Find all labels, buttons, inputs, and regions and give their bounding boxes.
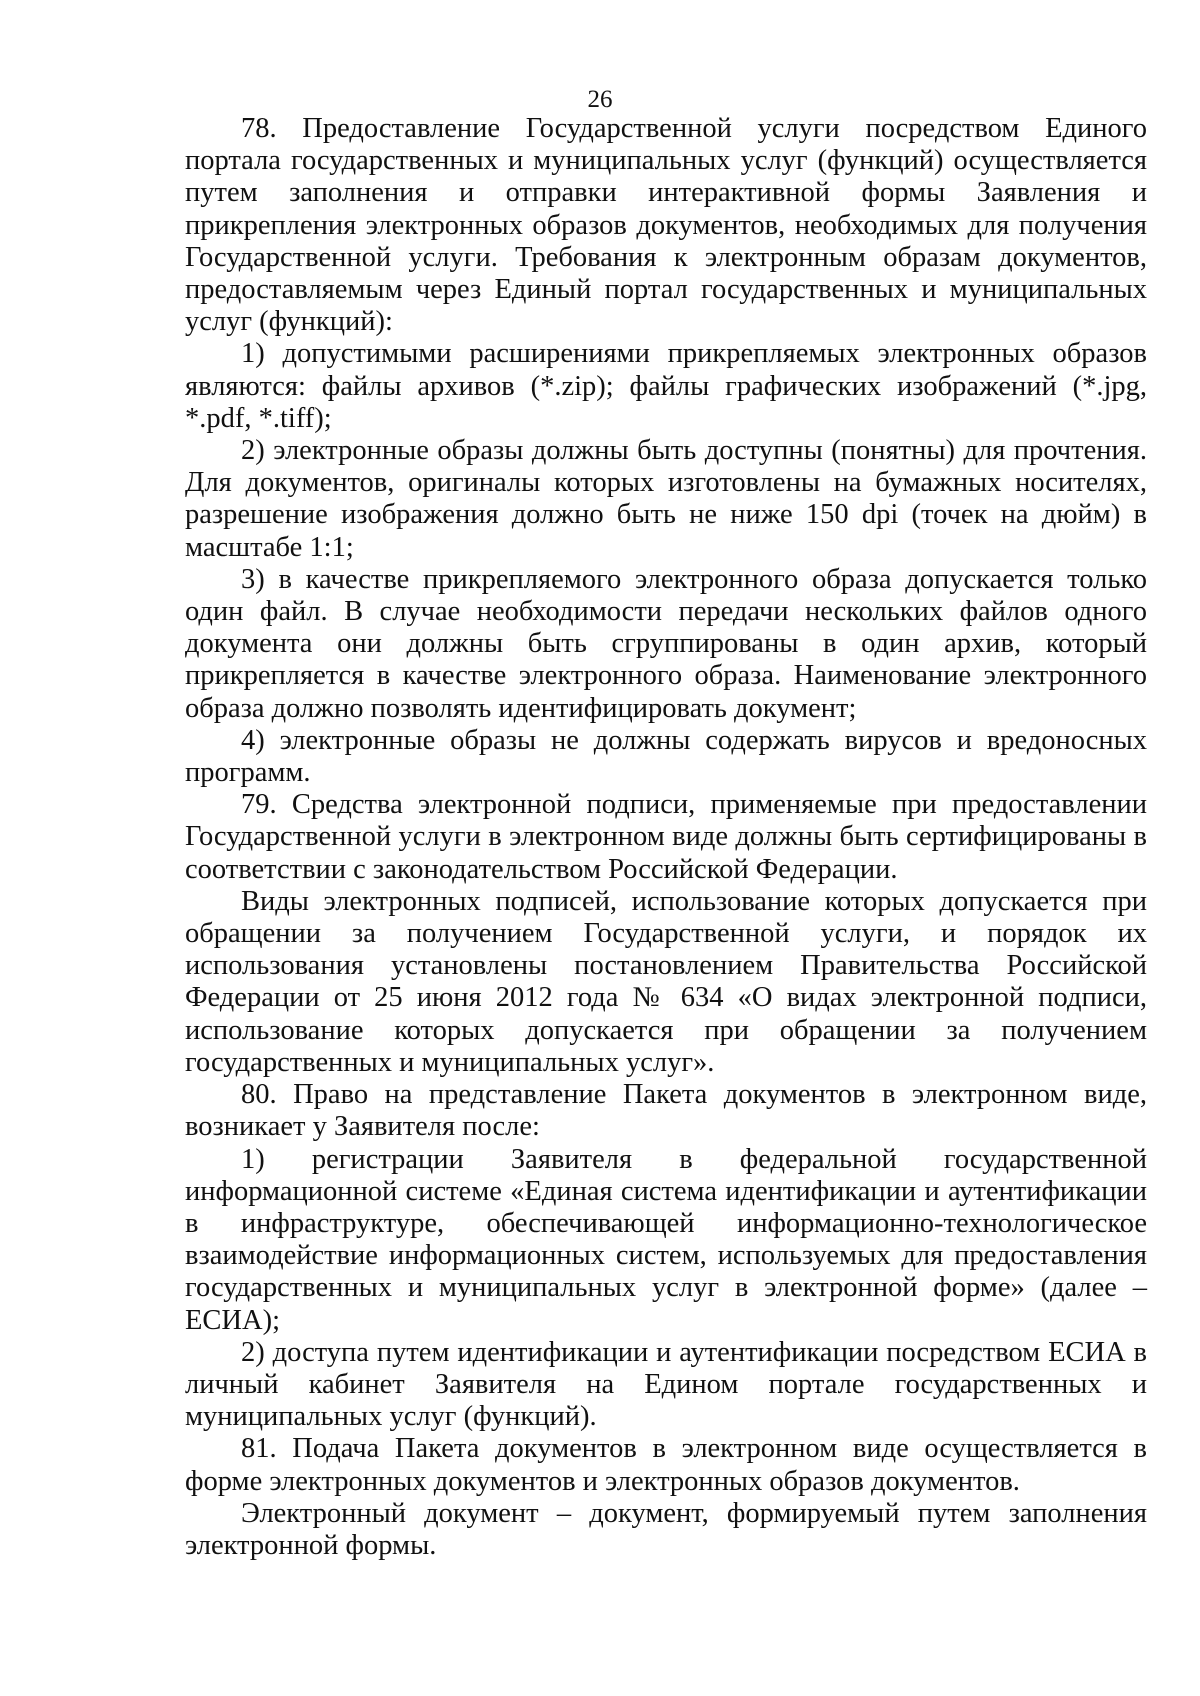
list-item-no-viruses: 4) электронные образы не должны содержать вирусов и вредоносных программ. bbox=[185, 724, 1147, 789]
page-number: 26 bbox=[587, 86, 613, 113]
paragraph-78: 78. Предоставление Государственной услуги посредством Единого портала государственных и муниципальных услуг (функций) осуществляется путем заполнения и отправки интерактивной формы Заявления и прикрепления электронных образов документов, необходимых для получения Государственной услуги. Требования к электронным образам документов, предоставляемым через Единый портал государственных и муниципальных услуг (функций): bbox=[185, 113, 1147, 338]
paragraph-electronic-document: Электронный документ – документ, формируемый путем заполнения электронной формы. bbox=[185, 1497, 1147, 1561]
list-item-single-file: 3) в качестве прикрепляемого электронного образа допускается только один файл. В случае необходимости передачи нескольких файлов одного документа они должны быть сгруппированы в один архив, который прикрепляется в качестве электронного образа. Наименование электронного образа должно позволять идентифицировать документ; bbox=[185, 563, 1147, 724]
list-item-extensions: 1) допустимыми расширениями прикрепляемых электронных образов являются: файлы архивов (*.zip); файлы графических изображений (*.jpg, *.pdf, *.tiff); bbox=[185, 338, 1147, 434]
list-item-readability: 2) электронные образы должны быть доступны (понятны) для прочтения. Для документов, оригиналы которых изготовлены на бумажных носителях, разрешение изображения должно быть не ниже 150 dpi (точек на дюйм) в масштабе 1:1; bbox=[185, 435, 1147, 563]
list-item-esia-access: 2) доступа путем идентификации и аутентификации посредством ЕСИА в личный кабинет Заявителя на Едином портале государственных и муниципальных услуг (функций). bbox=[185, 1336, 1147, 1433]
paragraph-80: 80. Право на представление Пакета документов в электронном виде, возникает у Заявителя после: bbox=[185, 1079, 1147, 1143]
paragraph-81: 81. Подача Пакета документов в электронном виде осуществляется в форме электронных документов и электронных образов документов. bbox=[185, 1433, 1147, 1497]
list-item-esia-registration: 1) регистрации Заявителя в федеральной государственной информационной системе «Единая система идентификации и аутентификации в инфраструктуре, обеспечивающей информационно-технологическое взаимодействие информационных систем, используемых для предоставления государственных и муниципальных услуг в электронной форме» (далее – ЕСИА); bbox=[185, 1143, 1147, 1336]
paragraph-79: 79. Средства электронной подписи, применяемые при предоставлении Государственной услуги в электронном виде должны быть сертифицированы в соответствии с законодательством Российской Федерации. bbox=[185, 789, 1147, 885]
document-body bbox=[185, 113, 1147, 1562]
paragraph-signature-types: Виды электронных подписей, использование которых допускается при обращении за получением Государственной услуги, и порядок их использования установлены постановлением Правительства Российской Федерации от 25 июня 2012 года № 634 «О видах электронной подписи, использование которых допускается при обращении за получением государственных и муниципальных услуг». bbox=[185, 885, 1147, 1078]
